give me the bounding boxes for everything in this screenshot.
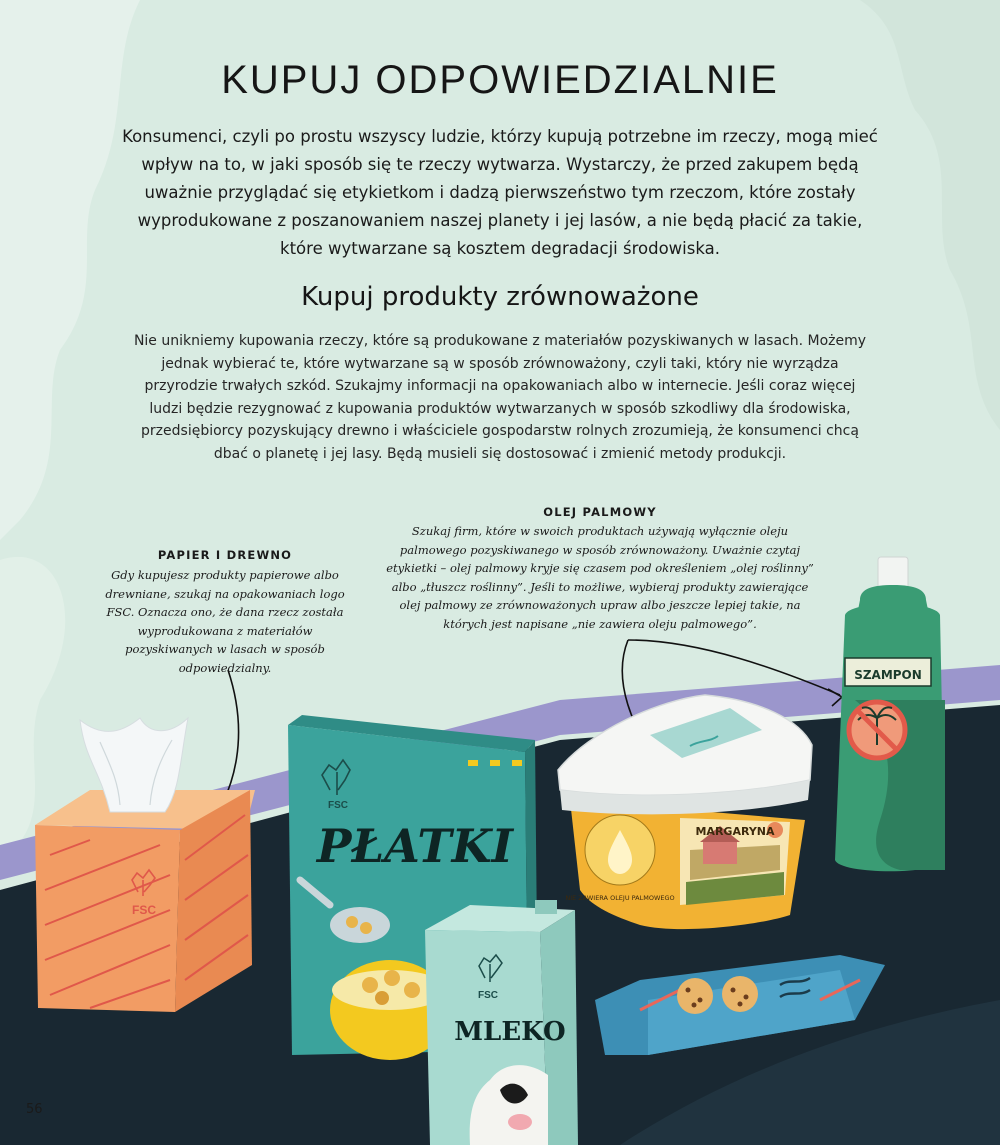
paper-note-heading: PAPIER I DREWNO bbox=[157, 548, 293, 562]
cereal-name: PŁATKI bbox=[316, 819, 514, 873]
tissue-fsc-logo: FSC bbox=[132, 903, 156, 917]
shampoo-bottle bbox=[835, 557, 945, 871]
page-number: 56 bbox=[26, 1102, 43, 1117]
oil-note-arrow-right bbox=[628, 640, 840, 695]
intro-paragraph: Konsumenci, czyli po prostu wszyscy ludzie, którzy kupują potrzebne im rzeczy, mogą mieć wpływ na to, w jaki sposób się te rzeczy wytwarza. Wystarczy, że przed zakupem będą uważnie przyglądać się etykietkom i dadzą pierwszeństwo tym rzeczom, które zostały wyprodukowane z poszanowaniem naszej planety i jej lasów, a nie będą płacić za takie, które wytwarzane są kosztem degradacji środowiska. bbox=[122, 127, 878, 258]
milk-carton bbox=[425, 900, 578, 1145]
cereal-fsc-logo: FSC bbox=[328, 800, 348, 811]
biscuit-pack bbox=[595, 955, 885, 1055]
page-title: KUPUJ ODPOWIEDZIALNIE bbox=[221, 58, 779, 102]
section-title: Kupuj produkty zrównoważone bbox=[301, 282, 699, 312]
palm-oil-note-heading: OLEJ PALMOWY bbox=[543, 505, 657, 519]
paper-note-text: Gdy kupujesz produkty papierowe albo drewniane, szukaj na opakowaniach logo FSC. Oznacza ono, że dana rzecz została wyprodukowana z materiałów pozyskiwanych w lasach w sposób odpowiedzialny. bbox=[105, 568, 345, 675]
tissue-box bbox=[35, 718, 255, 1012]
margarine-name: MARGARYNA bbox=[695, 825, 775, 838]
shampoo-name: SZAMPON bbox=[854, 668, 922, 682]
margarine-seal: NIE ZAWIERA OLEJU PALMOWEGO bbox=[565, 894, 675, 902]
milk-name: MLEKO bbox=[454, 1017, 566, 1047]
margarine-tub bbox=[558, 695, 812, 929]
section-paragraph: Nie unikniemy kupowania rzeczy, które są produkowane z materiałów pozyskiwanych w lasach. Możemy jednak wybierać te, które wytwarzane są w sposób zrównoważony, czyli taki, który nie wyrządza przyrodzie trwałych szkód. Szukajmy informacji na opakowaniach albo w internecie. Jeśli coraz więcej ludzi będzie rezygnować z kupowania produktów wytwarzanych w sposób szkodliwy dla środowiska, przedsiębiorcy pozyskujący drewno i właściciele gospodarstw rolnych zrozumieją, że konsumenci chcą dbać o planetę i jej lasy. Będą musieli się dostosować i zmienić metody produkcji. bbox=[133, 333, 867, 462]
palm-oil-note-text: Szukaj firm, które w swoich produktach używają wyłącznie oleju palmowego pozyskiwanego w sposób zrównoważony. Uważnie czytaj etykietki – olej palmowy kryje się czasem pod określeniem „olej roślinny” albo „tłuszcz roślinny”. Jeśli to możliwe, wybieraj produkty zawierające olej palmowy ze zrównoważonych upraw albo jeszcze lepiej takie, na których jest napisane „nie zawiera oleju palmowego”. bbox=[386, 524, 814, 631]
milk-fsc-logo: FSC bbox=[478, 990, 498, 1001]
